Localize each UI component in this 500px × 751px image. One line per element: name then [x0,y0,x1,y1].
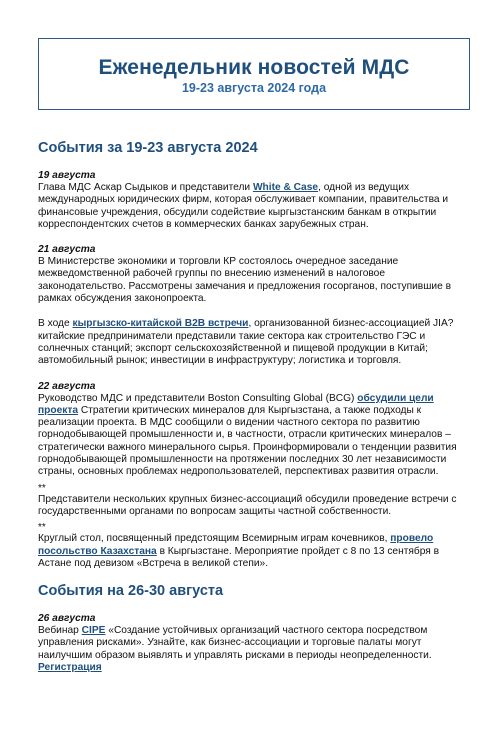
news-text: Глава МДС Аскар Сыдыков и представители [38,182,253,193]
news-item-21-aug-2 [38,318,474,367]
news-text: , одной из ведущих международных юридических фирм, которая обслуживает компании, правительства и финансовые учреждения, обсудили содействие кыргызстанским банкам в открытии корреспондентских счетов в коммерческих банках зарубежных стран. [38,182,449,230]
section-title-past-events: События за 19-23 августа 2024 [38,140,258,156]
news-item-21-aug-1: В Министерстве экономики и торговли КР состоялось очередное заседание межведомственной рабочей группы по внесению изменений в налоговое законодательство. Рассмотрены замечания и предложения госорганов, поступившие в рамках обсуждения законопроекта. [38,256,451,305]
date-19-aug: 19 августа [38,170,96,181]
header-box [38,38,470,110]
news-text: Круглый стол, посвященный предстоящим Всемирным играм кочевников, [38,533,391,545]
news-text: , организованной бизнес-ассоциацией JIA? китайские предприниматели представили такие сектора как строительство ГЭС и солнечных станций; экспорт сельскохозяйственной и пищевой продукции в Китай; автомобильный рынок; инвестиции в инфраструктуру; логистика и торговля. [38,318,454,367]
news-text: Вебинар [38,625,82,637]
date-26-aug: 26 августа [38,613,96,625]
registration-link[interactable]: Регистрация [38,662,102,674]
date-21-aug: 21 августа [38,244,96,256]
cipe-link[interactable]: CIPE [81,625,106,637]
project-goals-link[interactable]: обсудили цели проекта [38,392,434,416]
news-text: в Кыргызстане. Мероприятие пройдет с 8 по 13 сентября в Астане под девизом «Встреча в великой степи». [38,545,440,569]
news-item-22-aug-3 [38,533,474,570]
news-item-22-aug-2: Представители нескольких крупных бизнес-ассоциаций обсудили проведение встречи с государственными органами по вопросам защиты частной собственности. [38,493,457,517]
separator-stars: ** [38,522,46,534]
b2b-meeting-link[interactable]: кыргызско-китайской B2B встречи [72,318,249,330]
date-22-aug: 22 августа [38,380,96,392]
white-case-link[interactable]: White & Case [252,182,319,193]
news-item-26-aug [38,625,474,674]
news-text: В ходе [38,318,73,330]
newsletter-content [38,136,474,687]
kazakhstan-embassy-link[interactable]: провело посольство Казахстана [38,533,434,557]
news-text: Стратегии критических минералов для Кыргызстана, а также подходы к реализации проекта. В МДС сообщили о видении частного сектора по развитию горнодобывающей промышленности и, в частности, отрасли критических минералов – стратегически важного минерального сырья. Проинформировали о тенденции развития горнодобывающей промышленности на протяжении последних 30 лет независимости страны, основных проблемах недропользователей, перспективах развития отрасли. [38,404,457,478]
news-item-19-aug [38,182,474,231]
newsletter-title: Еженедельник новостей МДС [98,56,410,79]
separator-stars: ** [38,482,46,494]
section-title-upcoming-events: События на 26-30 августа [38,583,224,600]
news-text: «Создание устойчивых организаций частного сектора посредством управления рисками». Узнайте, как бизнес-ассоциации и торговые палаты могут наилучшим образом выявлять и управлять рисками в периоды неопределенности. [38,625,432,661]
news-text: Руководство МДС и представители Boston Consulting Global (BCG) [38,392,358,404]
news-item-22-aug-1 [38,393,474,479]
newsletter-subtitle: 19-23 августа 2024 года [181,81,327,95]
